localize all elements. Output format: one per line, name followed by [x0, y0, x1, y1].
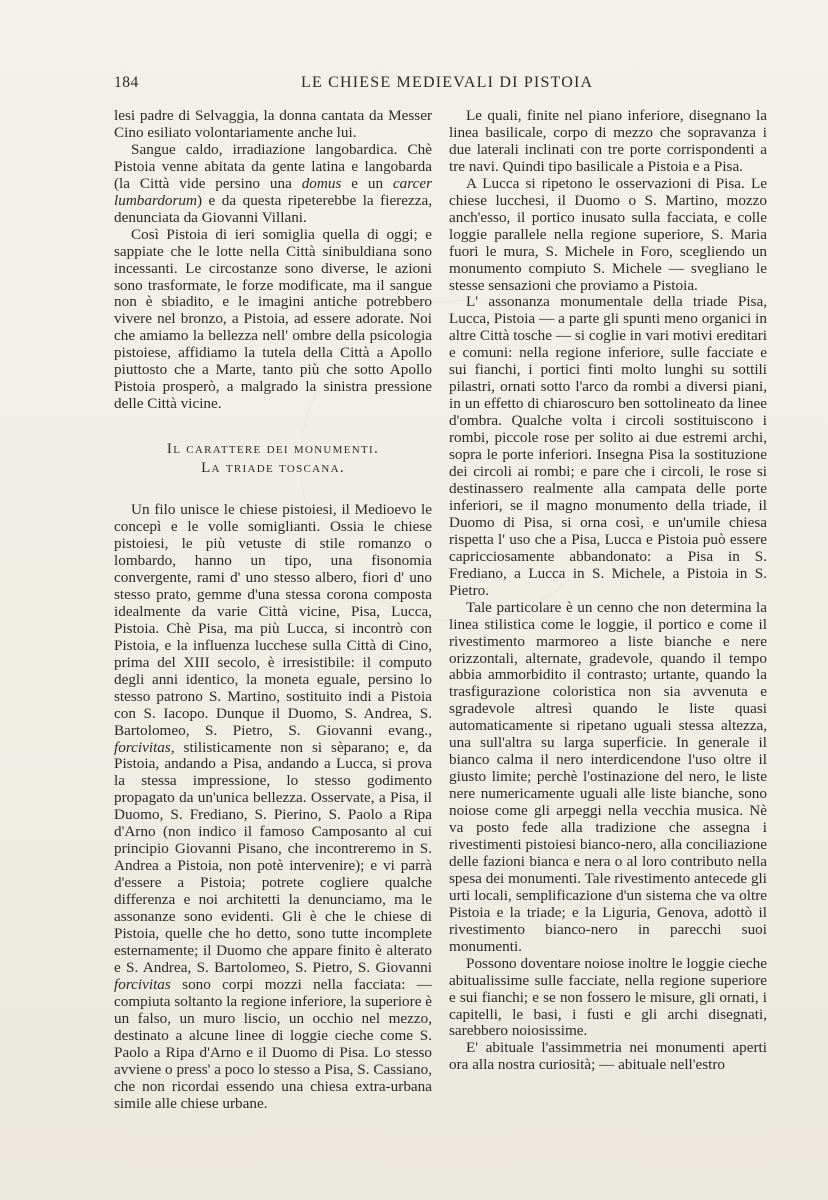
paragraph: Possono doventare noiose inoltre le loggie cieche abitualissime sulle facciate, nella regione superiore e sui fianchi; e se non fossero le misure, gli ornati, i capitelli, le basi, i fusti e gli archi disegnati, sarebbero noiosissime.	[449, 954, 767, 1040]
paragraph: lesi padre di Selvaggia, la donna cantata da Messer Cino esiliato volontariamente anche lui.	[114, 107, 432, 141]
italic-term: carcer lumbardorum	[114, 174, 432, 209]
section-heading	[114, 440, 432, 478]
paragraph: Tale particolare è un cenno che non determina la linea stilistica come le loggie, il portico e come il rivestimento marmoreo a liste bianche e nere orizzontali, alternate, gradevole, quando il tempo abbia ammorbidito il contrasto; urtante, quando la trasfigurazione coloristica non sia avvenuta e sgradevole altresì quando le liste quasi automaticamente si ripetano uguali stessa altezza, una sull'altra su larga superficie. In generale il bianco calma il nero interdicendone l'uso oltre il giusto limite; perchè l'ostinazione del nero, le liste nere numericamente uguali alle liste bianche, sono noiose come gli arpeggi nella vecchia musica. Nè va posto fede alla tradizione che assegna i rivestimenti pistoiesi bianco-nero, alla conciliazione delle fazioni bianca e nera o al loro contributo nella spesa dei monumenti. Tale rivestimento antecede gli urti locali, semplificazione d'un sistema che va oltre Pistoia e la triade; e la Liguria, Genova, adottò il rivestimento bianco-nero in parecchi suoi monumenti.	[449, 598, 767, 955]
paragraph: Così Pistoia di ieri somiglia quella di oggi; e sappiate che le lotte nella Città sinibuldiana sono incessanti. Le circostanze sono diverse, le azioni sono trasformate, le forze modificate, ma il sangue non è sbiadito, e le imagini antiche potrebbero vivere nel bronzo, a Pistoia, ad essere adorate. Noi che amiamo la bellezza nell' ombre della psicologia pistoiese, affidiamo la tutela della Città a Apollo piuttosto che a Marte, tanto più che sotto Apollo Pistoia prosperò, a malgrado la sinistra pressione delle Città vicine.	[114, 225, 432, 413]
paragraph: A Lucca si ripetono le osservazioni di Pisa. Le chiese lucchesi, il Duomo o S. Martino, mozzo anch'esso, il portico inusato sulla facciata, e colle loggie parallele nella regione superiore, S. Maria fuori le mura, S. Michele in Foro, scegliendo un monumento compiuto S. Michele — svegliano le stesse sensazioni che proviamo a Pistoia.	[449, 174, 767, 294]
running-title: LE CHIESE MEDIEVALI DI PISTOIA	[301, 74, 594, 91]
page-number: 184	[114, 74, 139, 91]
right-column	[449, 108, 767, 1074]
paragraph: L' assonanza monumentale della triade Pisa, Lucca, Pistoia — a parte gli spunti meno organici in altre Città tosche — si coglie in vari motivi ereditari e comuni: nella regione inferiore, sulle facciate e sui fianchi, i portici finti molto lunghi su sottili pilastri, ornati sotto l'arco da rombi a diversi piani, in un effetto di chiaroscuro ben sottolineato da linee d'ombra. Qualche volta i circoli sostituiscono i rombi, piccole rose per solito ai due estremi archi, sopra le porte inferiori. Insegna Pisa la sostituzione dei circoli ai rombi; e pare che i circoli, le rose si destinassero realmente alla campata delle porte inferiori, se il magno monumento della triade, il Duomo di Pisa, si orna così, e un'umile chiesa rispetta l' uso che a Pisa, Lucca e Pistoia può essere capricciosamente abbandonato: a Pisa in S. Frediano, a Lucca in S. Michele, a Pistoia in S. Pietro.	[449, 293, 767, 599]
paragraph: E' abituale l'assimmetria nei monumenti aperti ora alla nostra curiosità; — abituale nell'estro	[449, 1039, 767, 1074]
italic-term: forcivitas	[114, 738, 171, 756]
left-column	[114, 108, 432, 1112]
running-header	[114, 74, 772, 94]
section-heading-line: La triade toscana.	[201, 460, 345, 477]
paragraph: Le quali, finite nel piano inferiore, disegnano la linea basilicale, corpo di mezzo che sopravanza i due laterali inclinati con tre porte corrispondenti a tre navi. Quindi tipo basilicale a Pistoia e a Pisa.	[449, 107, 767, 175]
paragraph: Un filo unisce le chiese pistoiesi, il Medioevo le concepì e le volle somiglianti. Ossia le chiese pistoiesi, le più vetuste di stile romanzo o lombardo, hanno un tipo, una fisonomia convergente, rami d' uno stesso albero, fiori d' uno stesso prato, gemme d'una stessa corona composta idealmente da varie Città vicine, Pisa, Lucca, Pistoia. Chè Pisa, ma più Lucca, si incontrò con Pistoia, e la influenza lucchese sulla Città di Cino, prima del XIII secolo, è irresistibile: il computo degli anni identico, la moneta eguale, persino lo stesso patrono S. Martino, sostituito indi a Pistoia con S. Iacopo. Dunque il Duomo, S. Andrea, S. Bartolomeo, S. Pietro, S. Giovanni evang., forcivitas, stilisticamente non si sèparano; e, da Pistoia, andando a Pisa, andando a Lucca, si prova la stessa impressione, lo stesso godimento propagato da un'unica bellezza. Osservate, a Pisa, il Duomo, S. Frediano, S. Pierino, S. Paolo a Ripa d'Arno (non indico il famoso Camposanto al cui principio Giovanni Pisano, che incontreremo in S. Andrea a Pistoia, non potè intervenire); e vi parrà d'essere a Pistoia; potrete cogliere qualche differenza e noi architetti la denunciamo, ma le assonanze sono evidenti. Gli è che le chiese di Pistoia, quelle che ho detto, sono tutte incomplete esternamente; il Duomo che appare finito è alterato e S. Andrea, S. Bartolomeo, S. Pietro, S. Giovanni forcivitas sono corpi mozzi nella facciata: — compiuta soltanto la regione inferiore, la superiore è un falso, un muro liscio, un occhio nel mezzo, destinato a alcune linee di loggie cieche come S. Paolo a Ripa d'Arno e il Duomo di Pisa. Lo stesso avviene o press' a poco lo stesso a Pisa, S. Cassiano, che non ricordai essendo una chiesa extra-urbana simile alle chiese urbane.	[114, 501, 432, 1112]
italic-term: domus	[301, 174, 342, 192]
section-heading-line: Il carattere dei monumenti.	[166, 441, 380, 458]
paragraph: Sangue caldo, irradiazione langobardica. Chè Pistoia venne abitata da gente latina e langobarda (la Città vide persino una domus e un carcer lumbardorum) e da questa ripeterebbe la fierezza, denunciata da Giovanni Villani.	[114, 140, 432, 226]
italic-term: forcivitas	[114, 975, 171, 993]
